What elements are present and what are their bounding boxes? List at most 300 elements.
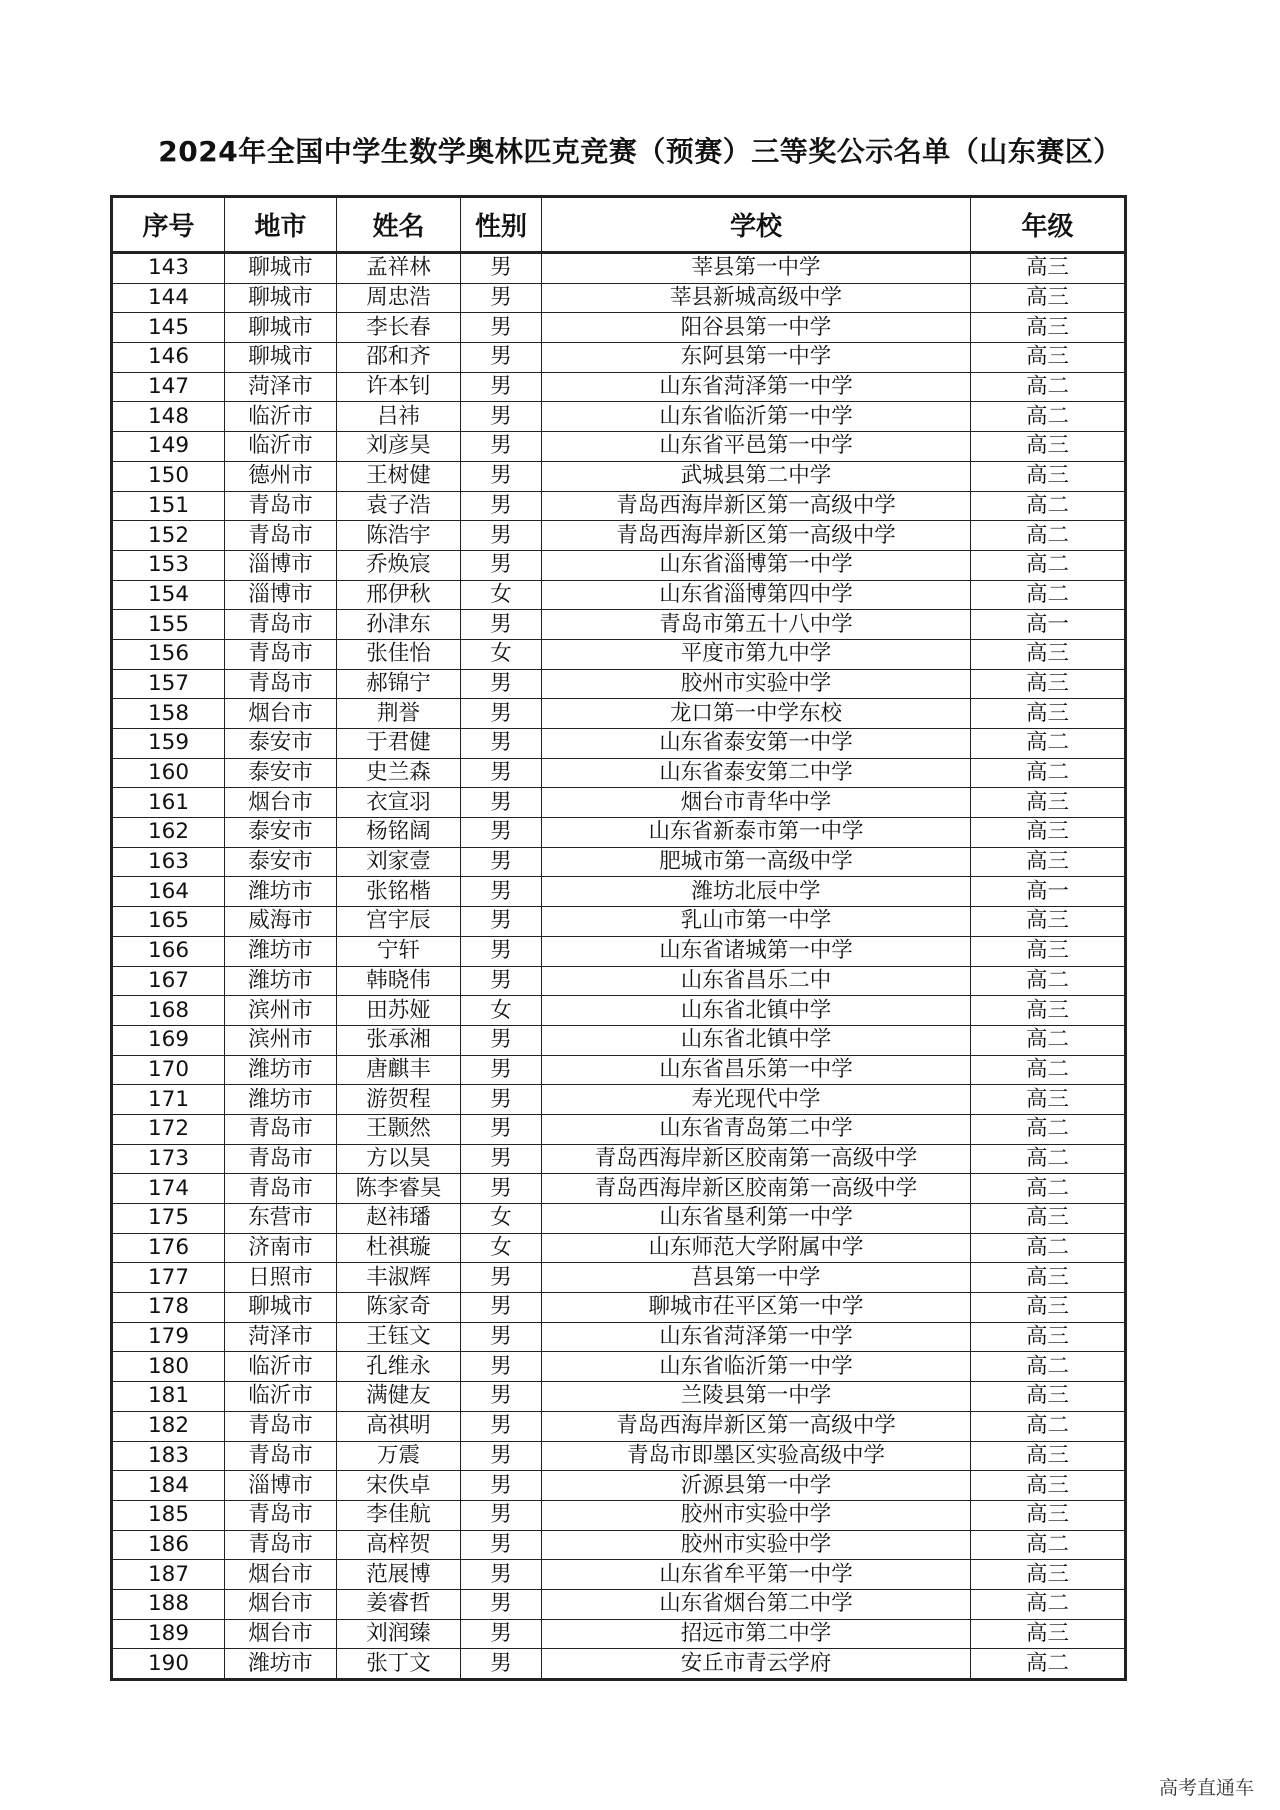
cell-name: 王颢然 (337, 1114, 461, 1144)
table-row (112, 966, 1126, 996)
cell-school: 兰陵县第一中学 (542, 1382, 971, 1412)
table-row (112, 580, 1126, 610)
cell-city: 潍坊市 (225, 1085, 337, 1115)
header-city: 地市 (225, 197, 337, 253)
cell-gender: 男 (461, 610, 542, 640)
cell-grade: 高二 (971, 1114, 1126, 1144)
cell-gender: 男 (461, 1263, 542, 1293)
cell-city: 青岛市 (225, 521, 337, 551)
cell-grade: 高三 (971, 996, 1126, 1026)
cell-school: 平度市第九中学 (542, 639, 971, 669)
cell-name: 高梓贺 (337, 1530, 461, 1560)
cell-name: 邵和齐 (337, 343, 461, 373)
cell-gender: 男 (461, 1055, 542, 1085)
cell-index: 156 (112, 639, 225, 669)
cell-city: 淄博市 (225, 580, 337, 610)
cell-grade: 高一 (971, 877, 1126, 907)
page-title: 2024年全国中学生数学奥林匹克竞赛（预赛）三等奖公示名单（山东赛区） (158, 135, 1122, 168)
cell-gender: 男 (461, 847, 542, 877)
table-row (112, 758, 1126, 788)
header-name: 姓名 (337, 197, 461, 253)
cell-school: 山东省淄博第四中学 (542, 580, 971, 610)
cell-school: 胶州市实验中学 (542, 669, 971, 699)
cell-school: 寿光现代中学 (542, 1085, 971, 1115)
cell-gender: 男 (461, 1441, 542, 1471)
cell-index: 152 (112, 521, 225, 551)
cell-index: 176 (112, 1233, 225, 1263)
cell-gender: 男 (461, 936, 542, 966)
cell-name: 刘家壹 (337, 847, 461, 877)
cell-gender: 男 (461, 699, 542, 729)
cell-index: 163 (112, 847, 225, 877)
cell-city: 烟台市 (225, 1560, 337, 1590)
cell-index: 178 (112, 1293, 225, 1323)
cell-city: 聊城市 (225, 343, 337, 373)
cell-city: 聊城市 (225, 1293, 337, 1323)
table-header-row (112, 197, 1126, 253)
cell-grade: 高三 (971, 907, 1126, 937)
table-row (112, 1204, 1126, 1234)
cell-city: 潍坊市 (225, 1649, 337, 1680)
cell-gender: 男 (461, 1500, 542, 1530)
cell-gender: 男 (461, 343, 542, 373)
table-row (112, 1114, 1126, 1144)
cell-name: 许本钊 (337, 372, 461, 402)
cell-grade: 高二 (971, 372, 1126, 402)
cell-grade: 高二 (971, 1530, 1126, 1560)
table-row (112, 729, 1126, 759)
cell-grade: 高二 (971, 758, 1126, 788)
cell-city: 临沂市 (225, 432, 337, 462)
cell-school: 青岛西海岸新区第一高级中学 (542, 491, 971, 521)
cell-school: 招远市第二中学 (542, 1619, 971, 1649)
cell-city: 滨州市 (225, 996, 337, 1026)
cell-school: 山东省临沂第一中学 (542, 1352, 971, 1382)
table-row (112, 343, 1126, 373)
cell-school: 莘县新城高级中学 (542, 283, 971, 313)
cell-index: 180 (112, 1352, 225, 1382)
cell-index: 145 (112, 313, 225, 343)
cell-school: 青岛西海岸新区胶南第一高级中学 (542, 1144, 971, 1174)
cell-grade: 高三 (971, 313, 1126, 343)
cell-school: 山东省泰安第二中学 (542, 758, 971, 788)
cell-index: 143 (112, 253, 225, 284)
cell-gender: 男 (461, 907, 542, 937)
cell-city: 德州市 (225, 461, 337, 491)
cell-grade: 高三 (971, 253, 1126, 284)
table-row (112, 313, 1126, 343)
cell-name: 刘润臻 (337, 1619, 461, 1649)
cell-gender: 男 (461, 491, 542, 521)
table-row (112, 847, 1126, 877)
table-row (112, 283, 1126, 313)
cell-name: 宫宇辰 (337, 907, 461, 937)
cell-index: 185 (112, 1500, 225, 1530)
cell-gender: 男 (461, 1471, 542, 1501)
cell-city: 青岛市 (225, 1411, 337, 1441)
cell-city: 烟台市 (225, 699, 337, 729)
cell-index: 171 (112, 1085, 225, 1115)
cell-index: 166 (112, 936, 225, 966)
cell-city: 潍坊市 (225, 966, 337, 996)
cell-city: 青岛市 (225, 1174, 337, 1204)
cell-grade: 高三 (971, 343, 1126, 373)
cell-name: 姜睿哲 (337, 1589, 461, 1619)
cell-school: 青岛西海岸新区第一高级中学 (542, 1411, 971, 1441)
cell-gender: 男 (461, 372, 542, 402)
cell-index: 174 (112, 1174, 225, 1204)
table-row (112, 550, 1126, 580)
cell-school: 莘县第一中学 (542, 253, 971, 284)
table-row (112, 372, 1126, 402)
cell-city: 潍坊市 (225, 936, 337, 966)
cell-city: 潍坊市 (225, 1055, 337, 1085)
cell-city: 泰安市 (225, 729, 337, 759)
cell-grade: 高三 (971, 1085, 1126, 1115)
cell-school: 山东省泰安第一中学 (542, 729, 971, 759)
cell-school: 山东省牟平第一中学 (542, 1560, 971, 1590)
cell-city: 烟台市 (225, 1619, 337, 1649)
table-row (112, 936, 1126, 966)
cell-index: 151 (112, 491, 225, 521)
cell-name: 荆誉 (337, 699, 461, 729)
table-row (112, 1471, 1126, 1501)
table-row (112, 1649, 1126, 1680)
cell-name: 张佳怡 (337, 639, 461, 669)
cell-gender: 男 (461, 788, 542, 818)
table-row (112, 907, 1126, 937)
cell-city: 淄博市 (225, 550, 337, 580)
cell-index: 150 (112, 461, 225, 491)
cell-city: 青岛市 (225, 1500, 337, 1530)
cell-name: 郝锦宁 (337, 669, 461, 699)
cell-gender: 男 (461, 1352, 542, 1382)
cell-gender: 男 (461, 1382, 542, 1412)
cell-name: 袁子浩 (337, 491, 461, 521)
cell-index: 183 (112, 1441, 225, 1471)
cell-index: 149 (112, 432, 225, 462)
cell-grade: 高二 (971, 1233, 1126, 1263)
cell-index: 184 (112, 1471, 225, 1501)
cell-city: 济南市 (225, 1233, 337, 1263)
table-row (112, 1619, 1126, 1649)
table-row (112, 669, 1126, 699)
cell-index: 160 (112, 758, 225, 788)
cell-grade: 高三 (971, 1560, 1126, 1590)
cell-school: 胶州市实验中学 (542, 1500, 971, 1530)
table-body (112, 253, 1126, 1680)
cell-city: 泰安市 (225, 818, 337, 848)
cell-school: 山东省诸城第一中学 (542, 936, 971, 966)
cell-name: 方以昊 (337, 1144, 461, 1174)
cell-gender: 男 (461, 1293, 542, 1323)
cell-gender: 男 (461, 550, 542, 580)
cell-index: 161 (112, 788, 225, 818)
cell-gender: 男 (461, 313, 542, 343)
cell-name: 满健友 (337, 1382, 461, 1412)
table-row (112, 1085, 1126, 1115)
cell-name: 张铭楷 (337, 877, 461, 907)
cell-gender: 男 (461, 432, 542, 462)
table-row (112, 639, 1126, 669)
cell-gender: 男 (461, 1085, 542, 1115)
cell-index: 168 (112, 996, 225, 1026)
cell-school: 山东省临沂第一中学 (542, 402, 971, 432)
cell-school: 青岛西海岸新区胶南第一高级中学 (542, 1174, 971, 1204)
cell-grade: 高二 (971, 521, 1126, 551)
cell-city: 菏泽市 (225, 1322, 337, 1352)
cell-grade: 高三 (971, 1500, 1126, 1530)
cell-gender: 女 (461, 580, 542, 610)
cell-city: 潍坊市 (225, 877, 337, 907)
cell-city: 滨州市 (225, 1025, 337, 1055)
cell-name: 张丁文 (337, 1649, 461, 1680)
table-row (112, 1560, 1126, 1590)
cell-city: 青岛市 (225, 639, 337, 669)
cell-grade: 高三 (971, 1471, 1126, 1501)
cell-index: 148 (112, 402, 225, 432)
cell-school: 山东师范大学附属中学 (542, 1233, 971, 1263)
cell-grade: 高二 (971, 580, 1126, 610)
cell-school: 胶州市实验中学 (542, 1530, 971, 1560)
cell-school: 乳山市第一中学 (542, 907, 971, 937)
cell-school: 武城县第二中学 (542, 461, 971, 491)
cell-school: 莒县第一中学 (542, 1263, 971, 1293)
cell-grade: 高二 (971, 966, 1126, 996)
cell-school: 东阿县第一中学 (542, 343, 971, 373)
cell-gender: 女 (461, 1204, 542, 1234)
cell-grade: 高二 (971, 1144, 1126, 1174)
cell-index: 155 (112, 610, 225, 640)
cell-index: 181 (112, 1382, 225, 1412)
table-row (112, 610, 1126, 640)
cell-index: 167 (112, 966, 225, 996)
cell-grade: 高三 (971, 788, 1126, 818)
cell-gender: 男 (461, 521, 542, 551)
cell-name: 孔维永 (337, 1352, 461, 1382)
table-row (112, 1174, 1126, 1204)
cell-index: 172 (112, 1114, 225, 1144)
cell-gender: 男 (461, 1025, 542, 1055)
table-row (112, 432, 1126, 462)
cell-name: 韩晓伟 (337, 966, 461, 996)
cell-city: 青岛市 (225, 1441, 337, 1471)
cell-school: 山东省菏泽第一中学 (542, 1322, 971, 1352)
cell-grade: 高三 (971, 1204, 1126, 1234)
cell-name: 刘彦昊 (337, 432, 461, 462)
cell-name: 于君健 (337, 729, 461, 759)
cell-grade: 高二 (971, 550, 1126, 580)
cell-school: 肥城市第一高级中学 (542, 847, 971, 877)
table-row (112, 461, 1126, 491)
cell-school: 山东省北镇中学 (542, 996, 971, 1026)
cell-name: 杨铭阔 (337, 818, 461, 848)
cell-city: 聊城市 (225, 253, 337, 284)
table-row (112, 1322, 1126, 1352)
cell-name: 李长春 (337, 313, 461, 343)
cell-gender: 男 (461, 1560, 542, 1590)
cell-grade: 高三 (971, 432, 1126, 462)
cell-city: 青岛市 (225, 1530, 337, 1560)
cell-index: 182 (112, 1411, 225, 1441)
cell-school: 龙口第一中学东校 (542, 699, 971, 729)
table-row (112, 491, 1126, 521)
cell-school: 山东省菏泽第一中学 (542, 372, 971, 402)
cell-gender: 男 (461, 1144, 542, 1174)
table-row (112, 1144, 1126, 1174)
table-row (112, 1233, 1126, 1263)
table-row (112, 1352, 1126, 1382)
cell-school: 烟台市青华中学 (542, 788, 971, 818)
header-gender: 性别 (461, 197, 542, 253)
cell-grade: 高三 (971, 1619, 1126, 1649)
cell-gender: 女 (461, 1233, 542, 1263)
cell-name: 赵祎璠 (337, 1204, 461, 1234)
watermark: 高考直通车 (1158, 1777, 1254, 1799)
cell-gender: 男 (461, 1649, 542, 1680)
cell-city: 临沂市 (225, 1382, 337, 1412)
cell-name: 周忠浩 (337, 283, 461, 313)
cell-gender: 男 (461, 1619, 542, 1649)
cell-index: 164 (112, 877, 225, 907)
cell-gender: 男 (461, 877, 542, 907)
cell-name: 丰淑辉 (337, 1263, 461, 1293)
cell-city: 烟台市 (225, 788, 337, 818)
cell-index: 146 (112, 343, 225, 373)
cell-gender: 男 (461, 758, 542, 788)
cell-name: 陈家奇 (337, 1293, 461, 1323)
cell-grade: 高三 (971, 847, 1126, 877)
cell-name: 杜祺璇 (337, 1233, 461, 1263)
table-row (112, 818, 1126, 848)
cell-school: 青岛市即墨区实验高级中学 (542, 1441, 971, 1471)
cell-index: 147 (112, 372, 225, 402)
cell-index: 162 (112, 818, 225, 848)
cell-grade: 高三 (971, 936, 1126, 966)
cell-name: 张承湘 (337, 1025, 461, 1055)
cell-school: 青岛西海岸新区第一高级中学 (542, 521, 971, 551)
cell-index: 144 (112, 283, 225, 313)
cell-grade: 高二 (971, 1174, 1126, 1204)
cell-index: 175 (112, 1204, 225, 1234)
cell-grade: 高二 (971, 729, 1126, 759)
cell-city: 聊城市 (225, 313, 337, 343)
cell-grade: 高二 (971, 402, 1126, 432)
cell-grade: 高三 (971, 639, 1126, 669)
cell-city: 青岛市 (225, 1114, 337, 1144)
cell-grade: 高三 (971, 1263, 1126, 1293)
cell-name: 王钰文 (337, 1322, 461, 1352)
cell-city: 菏泽市 (225, 372, 337, 402)
cell-name: 万震 (337, 1441, 461, 1471)
table-row (112, 1382, 1126, 1412)
cell-index: 189 (112, 1619, 225, 1649)
cell-gender: 男 (461, 461, 542, 491)
cell-gender: 男 (461, 1322, 542, 1352)
cell-grade: 高二 (971, 1025, 1126, 1055)
table-row (112, 1263, 1126, 1293)
cell-school: 山东省北镇中学 (542, 1025, 971, 1055)
cell-name: 衣宣羽 (337, 788, 461, 818)
cell-school: 山东省新泰市第一中学 (542, 818, 971, 848)
table-row (112, 1293, 1126, 1323)
cell-grade: 高三 (971, 461, 1126, 491)
header-index: 序号 (112, 197, 225, 253)
cell-school: 山东省平邑第一中学 (542, 432, 971, 462)
cell-grade: 高三 (971, 1441, 1126, 1471)
cell-grade: 高二 (971, 1649, 1126, 1680)
cell-city: 泰安市 (225, 847, 337, 877)
cell-gender: 男 (461, 1589, 542, 1619)
table-row (112, 402, 1126, 432)
cell-gender: 男 (461, 1411, 542, 1441)
cell-index: 165 (112, 907, 225, 937)
cell-name: 孟祥林 (337, 253, 461, 284)
table-row (112, 699, 1126, 729)
cell-grade: 高三 (971, 818, 1126, 848)
cell-city: 青岛市 (225, 610, 337, 640)
cell-gender: 男 (461, 966, 542, 996)
cell-index: 170 (112, 1055, 225, 1085)
cell-gender: 男 (461, 1530, 542, 1560)
cell-grade: 高二 (971, 1411, 1126, 1441)
cell-index: 153 (112, 550, 225, 580)
cell-name: 陈李睿昊 (337, 1174, 461, 1204)
cell-city: 聊城市 (225, 283, 337, 313)
cell-school: 沂源县第一中学 (542, 1471, 971, 1501)
cell-city: 临沂市 (225, 1352, 337, 1382)
cell-gender: 男 (461, 283, 542, 313)
table-row (112, 1055, 1126, 1085)
cell-school: 聊城市茌平区第一中学 (542, 1293, 971, 1323)
cell-gender: 女 (461, 639, 542, 669)
cell-index: 187 (112, 1560, 225, 1590)
table-row (112, 1500, 1126, 1530)
header-school: 学校 (542, 197, 971, 253)
cell-grade: 高二 (971, 491, 1126, 521)
cell-city: 日照市 (225, 1263, 337, 1293)
cell-grade: 高三 (971, 1382, 1126, 1412)
cell-grade: 高三 (971, 283, 1126, 313)
cell-gender: 男 (461, 669, 542, 699)
cell-name: 史兰森 (337, 758, 461, 788)
award-table (110, 195, 1127, 1681)
cell-gender: 男 (461, 729, 542, 759)
cell-index: 154 (112, 580, 225, 610)
cell-name: 高祺明 (337, 1411, 461, 1441)
cell-school: 阳谷县第一中学 (542, 313, 971, 343)
cell-grade: 高三 (971, 1322, 1126, 1352)
cell-gender: 男 (461, 402, 542, 432)
cell-index: 169 (112, 1025, 225, 1055)
cell-index: 173 (112, 1144, 225, 1174)
cell-name: 李佳航 (337, 1500, 461, 1530)
cell-name: 邢伊秋 (337, 580, 461, 610)
cell-school: 青岛市第五十八中学 (542, 610, 971, 640)
cell-gender: 男 (461, 253, 542, 284)
cell-name: 吕祎 (337, 402, 461, 432)
cell-school: 山东省昌乐二中 (542, 966, 971, 996)
cell-grade: 高二 (971, 1589, 1126, 1619)
cell-gender: 男 (461, 1174, 542, 1204)
cell-city: 青岛市 (225, 1144, 337, 1174)
cell-index: 179 (112, 1322, 225, 1352)
cell-index: 157 (112, 669, 225, 699)
cell-school: 山东省垦利第一中学 (542, 1204, 971, 1234)
cell-index: 186 (112, 1530, 225, 1560)
table-row (112, 521, 1126, 551)
cell-name: 孙津东 (337, 610, 461, 640)
